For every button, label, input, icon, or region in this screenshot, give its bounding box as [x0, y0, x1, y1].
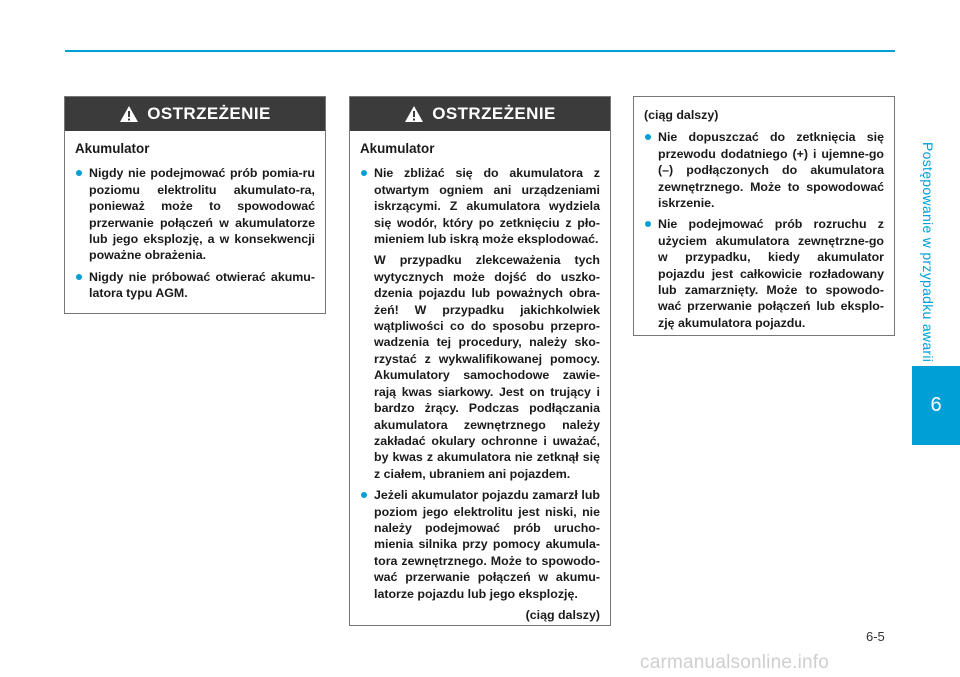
list-item: Nigdy nie próbować otwierać akumu-latora typu AGM.	[75, 269, 315, 302]
list-item: Jeżeli akumulator pojazdu zamarzł lub poziom jego elektrolitu jest niski, nie należy podejmować prób urucho-mienia silnika przy pomocy akumula-tora zewnętrznego. Może to spowodo-wać przerwanie połączeń w akumu-latorze pojazdu lub jego eksplozję.	[360, 487, 600, 602]
list-item: Nie zbliżać się do akumulatora z otwartym ogniem ani urządzeniami iskrzącymi. Z akumulatora wydziela się wodór, który po zetknięciu z pło-mieniem lub iskrą może eksplodować. W przypadku zlekceważenia tych wytycznych może dojść do uszko-dzenia pojazdu lub poważnych obra-żeń! W przypadku jakichkolwiek wątpliwości co do sposobu przepro-wadzenia tej procedury, należy sko-rzystać z wykwalifikowanej pomocy. Akumulatory samochodowe zawie-rają kwas siarkowy. Jest on trujący i bardzo żrący. Podczas podłączania akumulatora zewnętrznego należy zakładać okulary ochronne i uważać, by kwas z akumulatora nie zetknął się z ciałem, ubraniem ani pojazdem.	[360, 165, 600, 482]
warning-triangle-icon	[119, 105, 139, 123]
sub-paragraph: W przypadku zlekceważenia tych wytycznych może dojść do uszko-dzenia pojazdu lub poważnych obra-żeń! W przypadku jakichkolwiek wątpliwości co do sposobu przepro-wadzenia tej procedury, należy sko-rzystać z wykwalifikowanej pomocy. Akumulatory samochodowe zawie-rają kwas siarkowy. Jest on trujący i bardzo żrący. Podczas podłączania akumulatora zewnętrznego należy zakładać okulary ochronne i uważać, by kwas z akumulatora nie zetknął się z ciałem, ubraniem ani pojazdem.	[374, 253, 600, 481]
page-number: 6-5	[866, 629, 885, 644]
top-rule	[65, 50, 895, 52]
bullet-dot-icon	[361, 170, 367, 176]
bullet-dot-icon	[645, 134, 651, 140]
continued-label: (ciąg dalszy)	[644, 108, 719, 122]
continued-note: (ciąg dalszy)	[525, 607, 600, 622]
bullet-dot-icon	[76, 170, 82, 176]
warning-triangle-icon	[404, 105, 424, 123]
warning-header-label: OSTRZEŻENIE	[147, 104, 271, 123]
box-title: Akumulator	[75, 141, 150, 156]
box-title: Akumulator	[360, 141, 435, 156]
bullet-dot-icon	[361, 492, 367, 498]
warning-header-label: OSTRZEŻENIE	[432, 104, 556, 123]
bullet-dot-icon	[645, 221, 651, 227]
warning-box-1	[64, 96, 326, 314]
bullet-dot-icon	[76, 274, 82, 280]
list-item: Nie podejmować prób rozruchu z użyciem akumulatora zewnętrzne-go w przypadku, kiedy akumulator pojazdu jest całkowicie rozładowany lub zamarznięty. Może to spowodo-wać przerwanie połączeń lub eksplo-zję akumulatora pojazdu.	[644, 216, 884, 331]
warning-box-2	[349, 96, 611, 626]
warning-box-3	[633, 96, 895, 336]
warning-header	[65, 97, 325, 131]
warning-header	[350, 97, 610, 131]
section-title: Postępowanie w przypadku awarii	[920, 142, 936, 363]
list-item: Nie dopuszczać do zetknięcia się przewodu dodatniego (+) i ujemne-go (–) podłączonych do akumulatora zewnętrznego. Może to spowodować iskrzenie.	[644, 129, 884, 211]
watermark: carmanualsonline.info	[640, 652, 830, 673]
chapter-tab: 6	[912, 366, 960, 445]
list-item: Nigdy nie podejmować prób pomia-ru poziomu elektrolitu akumulato-ra, ponieważ może to spowodować przerwanie połączeń w akumulatorze lub jego eksplozję, a w konsekwencji poważne obrażenia.	[75, 165, 315, 263]
